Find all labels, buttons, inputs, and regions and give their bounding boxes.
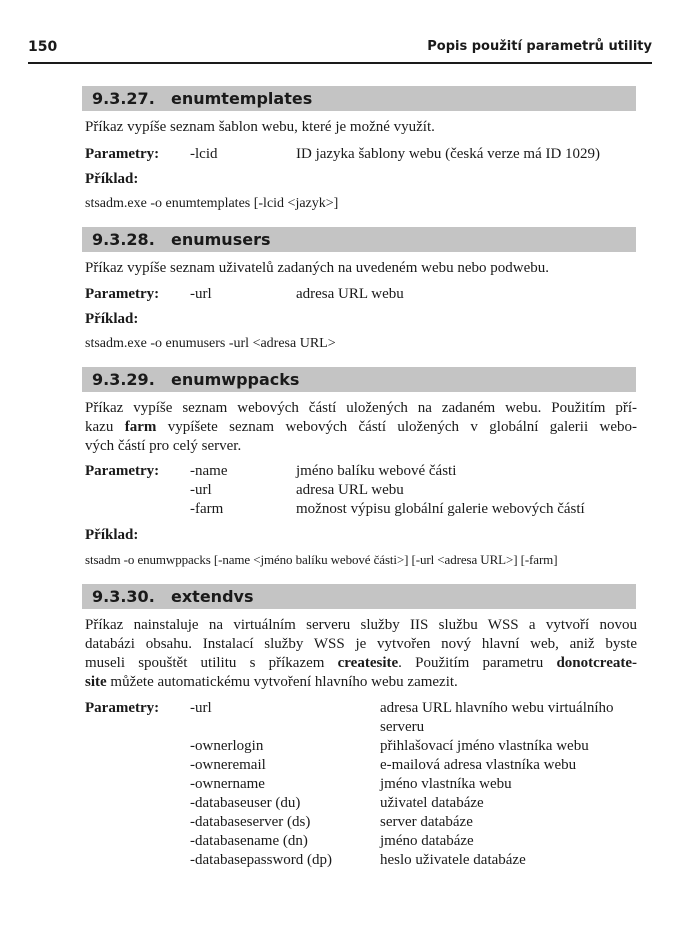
description-line xyxy=(85,418,637,437)
parameters-label: Parametry: xyxy=(85,146,160,162)
section-heading-enumusers xyxy=(82,227,636,252)
param-name: -databasepassword (dp) xyxy=(190,852,333,868)
example-label: Příklad: xyxy=(85,311,139,327)
section-heading-extendvs xyxy=(82,584,636,609)
param-name: -ownerlogin xyxy=(190,738,264,754)
description-line: databázi obsahu. Instalací služby WSS je vytvořen nový hlavní web, aniž byste xyxy=(85,636,637,652)
inline-code-createsite: createsite xyxy=(337,655,399,671)
section-command: enumwppacks xyxy=(171,370,300,389)
param-description: adresa URL webu xyxy=(296,482,404,498)
section-number: 9.3.27. xyxy=(92,89,155,108)
param-name: -databaseuser (du) xyxy=(190,795,301,811)
param-description: e-mailová adresa vlastníka webu xyxy=(380,757,577,773)
description-line xyxy=(85,673,637,692)
example-label: Příklad: xyxy=(85,171,139,187)
param-description: možnost výpisu globální galerie webových částí xyxy=(296,501,585,517)
section-heading-enumtemplates xyxy=(82,86,636,111)
param-description: uživatel databáze xyxy=(380,795,484,811)
example-label: Příklad: xyxy=(85,527,139,543)
param-name: -url xyxy=(190,482,212,498)
section-number: 9.3.28. xyxy=(92,230,155,249)
param-description: přihlašovací jméno vlastníka webu xyxy=(380,738,589,754)
text-run: kazu xyxy=(85,419,125,435)
section-number: 9.3.29. xyxy=(92,370,155,389)
text-run: můžete automatickému vytvoření hlavního webu zamezit. xyxy=(106,674,458,690)
page-number: 150 xyxy=(28,39,58,55)
section-command: enumtemplates xyxy=(171,89,313,108)
param-description: adresa URL webu xyxy=(296,286,404,302)
param-description: adresa URL hlavního webu virtuálního xyxy=(380,700,614,716)
param-name: -url xyxy=(190,286,212,302)
section-description xyxy=(85,616,637,692)
page-header xyxy=(28,36,652,64)
description-line: Příkaz nainstaluje na virtuálním serveru služby IIS službu WSS a vytvoří novou xyxy=(85,617,637,633)
section-description: Příkaz vypíše seznam uživatelů zadaných na uvedeném webu nebo podwebu. xyxy=(85,260,550,276)
param-name: -ownername xyxy=(190,776,265,792)
param-name: -databaseserver (ds) xyxy=(190,814,311,830)
param-name: -farm xyxy=(190,501,224,517)
running-title: Popis použití parametrů utility xyxy=(427,39,652,54)
param-name: -name xyxy=(190,463,228,479)
parameters-label: Parametry: xyxy=(85,700,160,716)
section-heading-enumwppacks xyxy=(82,367,636,392)
example-command: stsadm.exe -o enumtemplates [-lcid <jazyk>] xyxy=(85,196,339,211)
section-command: enumusers xyxy=(171,230,271,249)
text-run: museli spouštět utilitu s příkazem xyxy=(85,655,338,671)
section-command: extendvs xyxy=(171,587,254,606)
parameters-label: Parametry: xyxy=(85,463,160,479)
section-description: Příkaz vypíše seznam šablon webu, které je možné využít. xyxy=(85,119,435,135)
param-name: -databasename (dn) xyxy=(190,833,308,849)
param-description: heslo uživatele databáze xyxy=(380,852,526,868)
inline-code-donotcreatesite-cont: site xyxy=(85,674,107,690)
description-line xyxy=(85,654,637,673)
parameters-label: Parametry: xyxy=(85,286,160,302)
param-description: jméno balíku webové části xyxy=(296,463,457,479)
param-description: ID jazyka šablony webu (česká verze má ID 1029) xyxy=(296,146,601,162)
param-name: -lcid xyxy=(190,146,218,162)
example-command: stsadm.exe -o enumusers -url <adresa URL> xyxy=(85,336,336,351)
text-run: vypíšete seznam webových částí uložených v globální galerii webo- xyxy=(156,419,637,435)
param-name: -owneremail xyxy=(190,757,266,773)
section-description xyxy=(85,399,637,456)
param-description: jméno databáze xyxy=(380,833,474,849)
param-description: server databáze xyxy=(380,814,473,830)
description-line: vých částí pro celý server. xyxy=(85,438,242,454)
inline-code-farm: farm xyxy=(124,419,157,435)
example-command: stsadm -o enumwppacks [-name <jméno balíku webové části>] [-url <adresa URL>] [-farm] xyxy=(85,552,558,567)
param-description: jméno vlastníka webu xyxy=(380,776,512,792)
param-description-continued: serveru xyxy=(380,719,425,735)
description-line: Příkaz vypíše seznam webových částí uložených na zadaném webu. Použitím pří- xyxy=(85,400,637,416)
inline-code-donotcreatesite: donotcreate- xyxy=(556,655,637,671)
section-number: 9.3.30. xyxy=(92,587,155,606)
text-run: . Použitím parametru xyxy=(398,655,557,671)
param-name: -url xyxy=(190,700,212,716)
